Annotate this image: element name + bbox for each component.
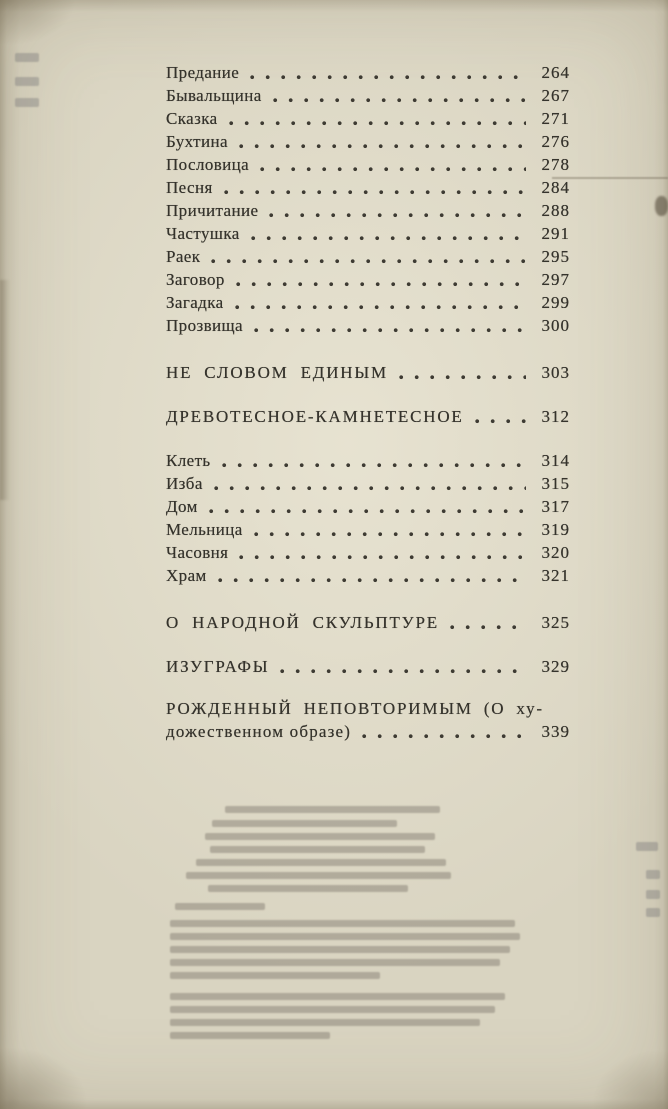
toc-entry-page: 267 [541,86,570,105]
dot-leader [249,222,526,245]
toc-heading-label: О НАРОДНОЙ СКУЛЬПТУРЕ [166,613,439,632]
toc-entry-label: Прозвища [166,316,243,335]
toc-entry [166,176,570,199]
toc-entry-page: 300 [541,316,570,335]
toc-entry [166,495,570,518]
toc-entry-label: Заговор [166,270,225,289]
dot-leader [222,176,526,199]
paper-stain [0,1047,88,1109]
toc-entry-page: 284 [541,178,570,197]
dot-leader [271,84,526,107]
toc-heading [166,405,570,428]
toc-heading-page: 329 [541,657,570,676]
dot-leader [216,564,526,587]
toc-entry [166,222,570,245]
toc-entry-label: Бухтина [166,132,228,151]
toc-entry-label: Предание [166,63,240,82]
dot-leader [233,291,526,314]
toc-entry-page: 278 [541,155,570,174]
toc-heading-page: 303 [541,363,570,382]
dot-leader [220,449,526,472]
toc-entry-label: Частушка [166,224,240,243]
dot-leader [267,199,526,222]
dot-leader [448,611,526,634]
toc-heading-line1: РОЖДЕННЫЙ НЕПОВТОРИМЫМ (О ху- [166,699,544,718]
dot-leader [473,405,526,428]
toc-entry-page: 297 [541,270,570,289]
toc-entry-label: Сказка [166,109,218,128]
toc-entry-page: 317 [541,497,570,516]
dot-leader [237,130,526,153]
toc-entry [166,61,570,84]
toc-heading-line2: дожественном образе) [166,722,352,741]
toc-entry [166,314,570,337]
toc-entry-label: Храм [166,566,207,585]
dot-leader [248,61,526,84]
toc-heading [166,361,570,384]
toc-entry-label: Дом [166,497,198,516]
toc-entry [166,472,570,495]
toc-entry [166,541,570,564]
toc-heading [166,655,570,678]
toc-heading-wrapped [166,697,570,743]
dot-leader [209,245,526,268]
toc-entry-page: 276 [541,132,570,151]
paper-stain [592,1049,668,1109]
toc-entry-page: 299 [541,293,570,312]
toc-entry-page: 291 [541,224,570,243]
toc-entry-page: 271 [541,109,570,128]
toc-entry [166,564,570,587]
toc-entry [166,84,570,107]
toc-entry [166,449,570,472]
dot-leader [237,541,526,564]
paper-stain [0,0,76,46]
toc-entry-page: 319 [541,520,570,539]
toc-entry-label: Раек [166,247,201,266]
toc-entry-label: Загадка [166,293,224,312]
dot-leader [252,518,526,541]
dot-leader [227,107,526,130]
toc-entry [166,518,570,541]
dot-leader [234,268,526,291]
toc-entry-label: Песня [166,178,213,197]
toc-entry [166,245,570,268]
toc-entry [166,130,570,153]
toc-entry-page: 295 [541,247,570,266]
toc-entry-page: 315 [541,474,570,493]
toc-entry-label: Причитание [166,201,259,220]
toc-entry-page: 264 [541,63,570,82]
toc-entry-page: 314 [541,451,570,470]
show-through-number [15,77,39,86]
toc-entry [166,291,570,314]
toc-entry-page: 320 [541,543,570,562]
toc-entry-page: 288 [541,201,570,220]
toc-entry-label: Клеть [166,451,211,470]
dot-leader [212,472,526,495]
table-of-contents [166,61,570,743]
dot-leader [278,655,526,678]
paper-stain [655,196,668,216]
toc-heading [166,611,570,634]
toc-heading-label: ИЗУГРАФЫ [166,657,270,676]
show-through-number [15,53,39,62]
dot-leader [258,153,526,176]
toc-entry-page: 321 [541,566,570,585]
paper-stain [0,280,10,500]
toc-entry-label: Бывальщина [166,86,262,105]
toc-heading-page: 325 [541,613,570,632]
toc-entry [166,107,570,130]
toc-entry-label: Пословица [166,155,250,174]
dot-leader [252,314,526,337]
toc-entry [166,199,570,222]
dot-leader [397,361,526,384]
toc-entry-label: Изба [166,474,203,493]
toc-heading-page: 339 [541,722,570,741]
toc-heading-page: 312 [541,407,570,426]
toc-heading-label: НЕ СЛОВОМ ЕДИНЫМ [166,363,388,382]
toc-entry [166,268,570,291]
toc-entry [166,153,570,176]
dot-leader [360,720,526,743]
toc-entry-label: Мельница [166,520,243,539]
dot-leader [207,495,526,518]
toc-entry-label: Часовня [166,543,229,562]
toc-heading-label: ДРЕВОТЕСНОЕ-КАМНЕТЕСНОЕ [166,407,464,426]
show-through-number [15,98,39,107]
